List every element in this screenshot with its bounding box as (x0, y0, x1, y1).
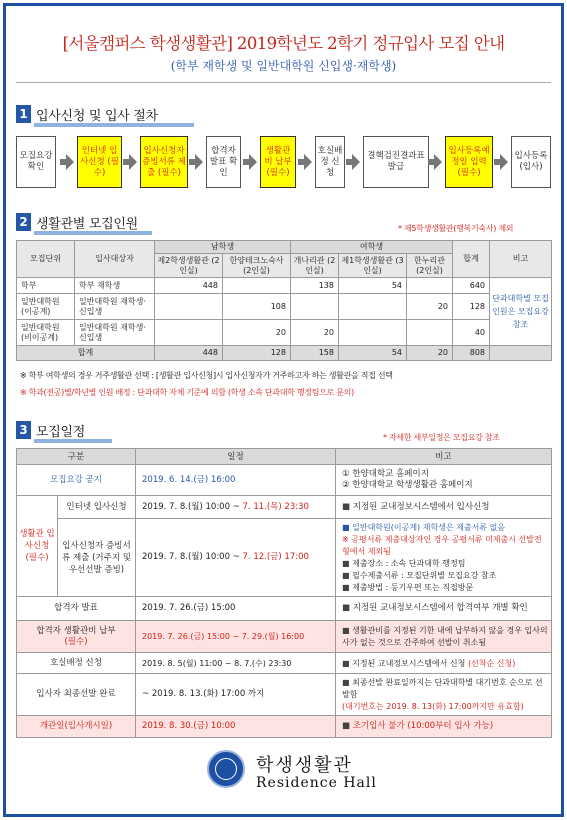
page-subtitle: (학부 재학생 및 일반대학원 신입생·재학생) (170, 59, 397, 73)
header-dorm: 개나리관 (2인실) (291, 254, 339, 278)
step-box (315, 136, 345, 188)
date-start: 2019. 7. 8.(월) 10:00 ~ (142, 501, 243, 512)
step-label: 결핵검진결과표 발급 (367, 151, 425, 172)
remark-line: ■ 제출장소 : 소속 단과대학 행정팀 (342, 558, 549, 570)
page-title: [서울캠퍼스 학생생활관] 2019학년도 2학기 정규입사 모집 안내 (62, 34, 505, 53)
arrow-icon (352, 154, 360, 170)
header-dorm: 제2학생생활관 (2인실) (155, 254, 223, 278)
remark-line: ■ 제출방법 : 등기우편 또는 직접방문 (342, 582, 549, 594)
cell-total: 640 (453, 278, 490, 294)
cell-target: 일반대학원 재학생·신입생 (75, 294, 155, 320)
cell-value: 54 (339, 278, 407, 294)
cell-div: 입사자 최종선발 완료 (17, 674, 136, 716)
step-label: 입사신청자 증빙서류 제출 (필수) (142, 145, 186, 178)
header-dorm: 한누리관 (2인실) (407, 254, 453, 278)
cell-date: 2019. 8. 5(월) 11:00 ~ 8. 7.(수) 23:30 (136, 653, 336, 674)
remark-line: ※ 공평서류 제출대상자인 경우 공평서류 미제출시 선발전형에서 제외됨 (342, 534, 549, 558)
footnote: ※ 학부 여학생의 경우 거주생활관 선택 : [생활관 입사신청]시 입사신청자가 거주하고자 하는 생활관을 직접 선택 (20, 371, 393, 380)
header-male: 남학생 (155, 241, 291, 254)
step-box (77, 136, 122, 188)
cell-date (136, 519, 336, 597)
table-row (17, 496, 552, 519)
cell-group: 생활관 입사신청 (필수) (17, 496, 58, 597)
table-row (17, 320, 552, 346)
remark-line: ■ 필수제출서류 : 모집단위별 모집요강 참조 (342, 570, 549, 582)
section-1-heading (16, 104, 158, 124)
step-box (140, 136, 188, 188)
cell-value (223, 278, 291, 294)
step-box (445, 136, 493, 188)
header-dorm: 제1학생생활관 (3인실) (339, 254, 407, 278)
cell-div: 합격자 발표 (17, 597, 136, 621)
footnote: ※ 학과(전공)별/학년별 인원 배정 : 단과대학 자체 기준에 의함 (학생 소속 단과대학 행정팀으로 문의) (20, 388, 354, 397)
cell-remark: ■ 지정된 교내정보시스템에서 합격여부 개별 확인 (336, 597, 552, 621)
header-target: 입사대상자 (75, 241, 155, 278)
university-seal-icon (207, 750, 245, 788)
cell-remark (336, 716, 552, 738)
sum-label: 합계 (17, 346, 155, 361)
header-remark: 비고 (336, 449, 552, 465)
sum-row (17, 346, 552, 361)
cell-unit: 일반대학원 (비이공계) (17, 320, 75, 346)
cell-unit: 학부 (17, 278, 75, 294)
step-label: 인터넷 입사신청 (필수) (80, 145, 119, 178)
section-2-heading (16, 212, 138, 232)
cell-date: ~ 2019. 8. 13.(화) 17:00 까지 (136, 674, 336, 716)
sum-value: 448 (155, 346, 223, 361)
arrow-icon (195, 154, 203, 170)
arrow-icon (249, 154, 257, 170)
cell-target: 일반대학원 재학생·신입생 (75, 320, 155, 346)
section-3-heading (16, 420, 85, 440)
section-underline (34, 123, 194, 127)
date-end: 7. 11.(목) 23:30 (242, 501, 309, 512)
cell-div (17, 621, 136, 653)
cell-value: 108 (223, 294, 291, 320)
table-row (17, 716, 552, 738)
step-box (206, 136, 241, 188)
remark-text: ■ 지정된 교내정보시스템에서 신청 (342, 659, 465, 668)
sum-total: 808 (453, 346, 490, 361)
schedule-table (16, 448, 552, 738)
cell-div: 인터넷 입사신청 (58, 496, 136, 519)
cell-div: 호실배정 신청 (17, 653, 136, 674)
step-label: 합격자 발표 확인 (209, 145, 238, 178)
table-row (17, 597, 552, 621)
section-underline (34, 439, 112, 443)
remark-line: ① 한양대학교 홈페이지 (342, 469, 429, 479)
brand-name-english: Residence Hall (256, 775, 377, 791)
cell-unit: 일반대학원 (이공계) (17, 294, 75, 320)
cell-value (407, 320, 453, 346)
cell-date: 2019. 7. 26.(금) 15:00 (136, 597, 336, 621)
step-label: 모집요강 확인 (19, 151, 53, 172)
procedure-flow (16, 136, 551, 188)
cell-value: 20 (291, 320, 339, 346)
step-box (511, 136, 551, 188)
header-remark: 비고 (490, 241, 552, 278)
step-box (363, 136, 429, 188)
step-box (16, 136, 56, 188)
arrow-icon (304, 154, 312, 170)
div-label: 합격자 생활관비 납부 (36, 625, 116, 636)
header-female: 여학생 (291, 241, 453, 254)
step-label: 호실배정 신청 (317, 145, 343, 178)
cell-value (155, 294, 223, 320)
section-number: 2 (16, 213, 31, 231)
remark-line: ② 한양대학교 학생생활관 홈페이지 (342, 480, 473, 490)
cell-date (136, 496, 336, 519)
div-sub: (필수) (64, 636, 88, 647)
cell-date: 2019. 6. 14.(금) 16:00 (136, 465, 336, 496)
table-row (17, 653, 552, 674)
section-title: 입사신청 및 입사 절차 (36, 108, 158, 124)
cell-value (291, 294, 339, 320)
cell-value (155, 320, 223, 346)
table-row (17, 674, 552, 716)
cell-value: 20 (407, 294, 453, 320)
cell-target: 학부 재학생 (75, 278, 155, 294)
section-2-note: * 제5학생생활관(행복기숙사) 제외 (398, 224, 514, 233)
sum-value: 20 (407, 346, 453, 361)
cell-div: 개관일(입사개시일) (17, 716, 136, 738)
sum-remark (490, 346, 552, 361)
cell-total: 40 (453, 320, 490, 346)
cell-remark (336, 465, 552, 496)
brand-name-korean: 학생생활관 (256, 755, 353, 776)
step-label: 생활관비 납부 (필수) (264, 145, 292, 178)
step-label: 입사등록 (입사) (514, 151, 548, 172)
cell-div: 모집요강 공지 (17, 465, 136, 496)
cell-date: 2019. 8. 30.(금) 10:00 (136, 716, 336, 738)
capacity-table (16, 240, 552, 361)
section-number: 3 (16, 421, 31, 439)
header-total: 합계 (453, 241, 490, 278)
cell-remark (336, 653, 552, 674)
cell-value: 138 (291, 278, 339, 294)
cell-value (339, 294, 407, 320)
header-dorm: 한양테크노숙사 (2인실) (223, 254, 291, 278)
cell-remark: ■ 지정된 교내정보시스템에서 입사신청 (336, 496, 552, 519)
remark-red: (선착순 신청) (467, 658, 516, 668)
arrow-icon (66, 154, 74, 170)
cell-remark (336, 519, 552, 597)
remark-text: ■ 조기입사 불가 (10:00부터 입사 가능) (342, 721, 493, 731)
header-unit: 모집단위 (17, 241, 75, 278)
section-title: 모집일정 (36, 424, 86, 440)
header-date: 일정 (136, 449, 336, 465)
arrow-icon (129, 154, 137, 170)
cell-date: 2019. 7. 26.(금) 15:00 ~ 7. 29.(월) 16:00 (136, 621, 336, 653)
cell-value (339, 320, 407, 346)
arrow-icon (434, 154, 442, 170)
cell-div: 입사신청자 증빙서류 제출 (거주지 및 우선선발 증빙) (58, 519, 136, 597)
cell-remark (336, 674, 552, 716)
remark-red: (대기번호는 2019. 8. 13(화) 17:00까지만 유효함) (342, 701, 524, 711)
cell-value: 448 (155, 278, 223, 294)
cell-remark: ■ 생활관비를 지정된 기한 내에 납부하지 않을 경우 입사의사가 없는 것으로 간주하여 선발이 취소됨 (336, 621, 552, 653)
section-title: 생활관별 모집인원 (36, 216, 138, 232)
section-3-note: * 자세한 세부일정은 모집요강 참조 (383, 433, 500, 442)
table-row (17, 465, 552, 496)
sum-value: 54 (339, 346, 407, 361)
table-row (17, 278, 552, 294)
step-label: 입사등록예정일 입력 (필수) (448, 145, 490, 178)
remark-line: ■ 일반대학원(이공계) 재학생은 제출서류 없음 (342, 522, 549, 534)
sum-value: 158 (291, 346, 339, 361)
date-start: 2019. 7. 8.(월) 10:00 ~ (142, 552, 243, 562)
section-number: 1 (16, 105, 31, 123)
table-row (17, 294, 552, 320)
remark-text: ■ 최종선발 완료일까지는 단과대학별 대기번호 순으로 선발함 (342, 677, 549, 701)
divider (16, 82, 551, 83)
header-div: 구분 (17, 449, 136, 465)
cell-value: 20 (223, 320, 291, 346)
cell-total: 128 (453, 294, 490, 320)
table-row (17, 519, 552, 597)
step-box (260, 136, 296, 188)
sum-value: 128 (223, 346, 291, 361)
table-row (17, 621, 552, 653)
section-underline (34, 231, 152, 235)
cell-remark: 단과대학별 모집인원은 모집요강 참조 (490, 278, 552, 346)
date-end: 7. 12.(금) 17:00 (242, 552, 309, 562)
cell-value (407, 278, 453, 294)
arrow-icon (500, 154, 508, 170)
